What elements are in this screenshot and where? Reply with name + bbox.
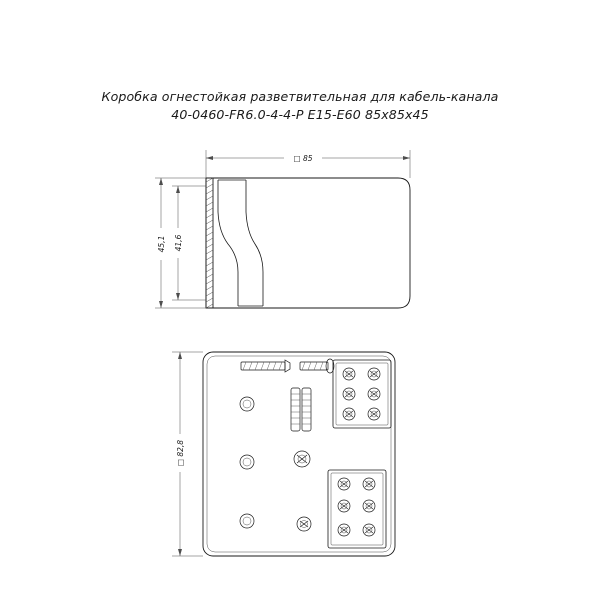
small-screw-bottom: [297, 517, 311, 531]
inner-profile-right: [246, 180, 263, 306]
arrow-bottom: [159, 301, 163, 308]
dimension-label-height-outer: 45,1: [157, 235, 166, 253]
arrow-left: [206, 156, 213, 160]
title-line-1: Коробка огнестойкая разветвительная для кабель-канала: [101, 89, 499, 104]
side-elevation-view: [206, 178, 410, 308]
dowel-pair: [291, 388, 311, 431]
arrow-bottom: [178, 549, 182, 556]
top-plan-view: [203, 352, 395, 556]
center-screw: [294, 451, 310, 467]
plate-inner-outline: [207, 356, 391, 552]
arrow-top: [176, 186, 180, 193]
screw-left: [241, 360, 290, 372]
terminal-block-upper: [333, 360, 391, 428]
mount-hole-bottom-left: [240, 514, 254, 528]
inner-profile-left: [218, 180, 238, 306]
screw-right: [300, 359, 334, 373]
dimension-label-width-top: □ 85: [293, 154, 313, 163]
arrow-right: [403, 156, 410, 160]
dimension-label-width-square: □ 82,8: [176, 439, 185, 467]
mount-hole-mid-left: [240, 455, 254, 469]
arrow-top: [178, 352, 182, 359]
arrow-top: [159, 178, 163, 185]
terminal-block-lower: [328, 470, 386, 548]
title-line-2: 40-0460-FR6.0-4-4-P Е15-Е60 85х85х45: [171, 107, 429, 122]
arrow-bottom: [176, 293, 180, 300]
section-hatch: [206, 178, 213, 308]
dimension-label-height-inner: 41,6: [174, 234, 183, 252]
plate-outline: [203, 352, 395, 556]
body-outline: [206, 178, 410, 308]
mount-hole-top-left: [240, 397, 254, 411]
